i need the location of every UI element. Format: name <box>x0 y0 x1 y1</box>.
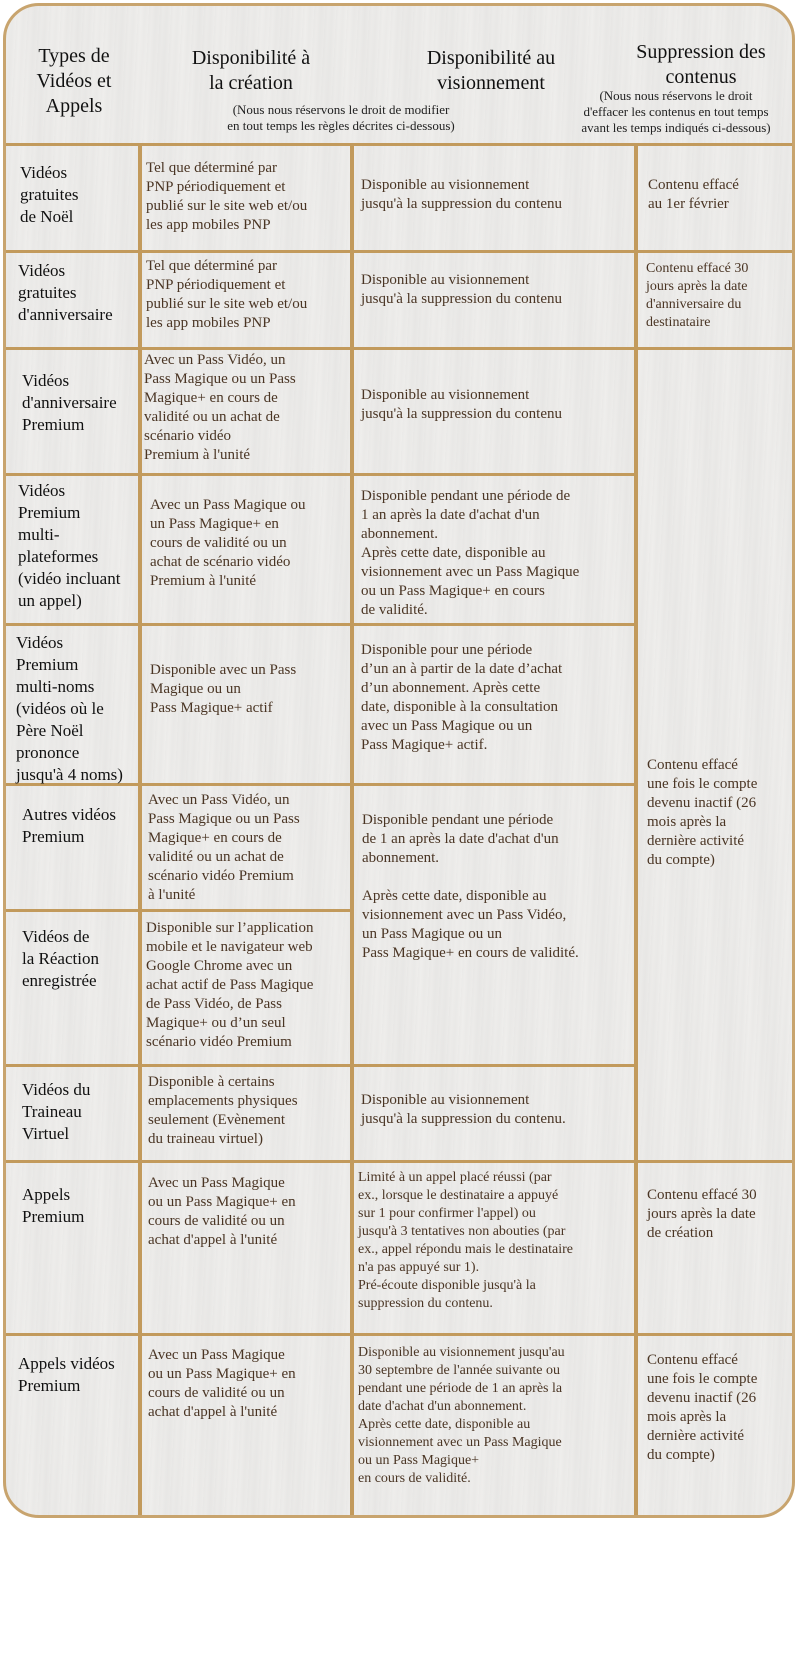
row-type: Appels vidéos Premium <box>18 1354 115 1395</box>
row-type: Appels Premium <box>22 1185 85 1226</box>
row-creation: Tel que déterminé par PNP périodiquement et publié sur le site web et/ou les app mobiles PNP <box>146 258 308 331</box>
header-deletion-note: (Nous nous réservons le droit d'effacer les contenus en tout temps avant les temps indiqués ci-dessous) <box>581 88 771 135</box>
row-divider <box>6 473 637 476</box>
row-type: Vidéos de la Réaction enregistrée <box>22 927 99 990</box>
row-viewing: Disponible au visionnement jusqu'à la suppression du contenu. <box>361 1092 566 1127</box>
policy-table <box>3 3 795 1518</box>
row-creation: Disponible à certains emplacements physiques seulement (Evènement du traineau virtuel) <box>148 1074 298 1147</box>
row-type: Vidéos gratuites d'anniversaire <box>18 261 113 324</box>
row-creation: Tel que déterminé par PNP périodiquement et publié sur le site web et/ou les app mobiles PNP <box>146 160 308 233</box>
row-creation: Avec un Pass Magique ou un Pass Magique+ en cours de validité ou un achat de scénario vidéo Premium à l'unité <box>150 497 306 589</box>
row-viewing: Disponible pour une période d’un an à partir de la date d’achat d’un abonnement. Après cette date, disponible à la consultation avec un Pass Magique ou un Pass Magique+ actif. <box>361 642 563 753</box>
col-divider <box>350 143 354 1518</box>
row-divider <box>6 1333 795 1336</box>
row-divider <box>6 347 795 350</box>
row-type: Vidéos d'anniversaire Premium <box>22 371 117 434</box>
viewing-autres-reaction: Disponible pendant une période de 1 an après la date d'achat d'un abonnement. Après cette date, disponible au visionnement avec un Pass Vidéo, un Pass Magique ou un Pass Magique+ en cours de validité. <box>362 812 579 961</box>
row-viewing: Disponible au visionnement jusqu'à la suppression du contenu <box>361 272 563 307</box>
row-viewing: Disponible au visionnement jusqu'à la suppression du contenu <box>361 177 563 212</box>
row-deletion: Contenu effacé une fois le compte devenu inactif (26 mois après la dernière activité du compte) <box>647 1352 758 1463</box>
row-deletion: Contenu effacé 30 jours après la date de création <box>647 1187 757 1241</box>
row-viewing: Disponible au visionnement jusqu'à la suppression du contenu <box>361 387 563 422</box>
row-type: Vidéos Premium multi-noms (vidéos où le Père Noël prononce jusqu'à 4 noms) <box>16 633 123 784</box>
header-viewing: Disponibilité au visionnement <box>426 47 556 94</box>
row-type: Vidéos gratuites de Noël <box>20 163 79 226</box>
row-viewing: Disponible au visionnement jusqu'au 30 septembre de l'année suivante ou pendant une période de 1 an après la date d'achat d'un abonnement. Après cette date, disponible au visionnement avec un Pass Magique ou un Pass Magique+ en cours de validité. <box>358 1345 565 1486</box>
row-deletion: Contenu effacé au 1er février <box>648 177 739 212</box>
header-deletion: Suppression des contenus <box>636 41 766 88</box>
row-viewing: Disponible pendant une période de 1 an après la date d'achat d'un abonnement. Après cette date, disponible au visionnement avec un Pass Magique ou un Pass Magique+ en cours de validité. <box>361 488 580 618</box>
row-divider <box>6 1064 637 1067</box>
row-creation: Avec un Pass Magique ou un Pass Magique+ en cours de validité ou un achat d'appel à l'unité <box>148 1347 296 1420</box>
row-viewing: Limité à un appel placé réussi (par ex., lorsque le destinataire a appuyé sur 1 pour confirmer l'appel) ou jusqu'à 3 tentatives non abouties (par ex., appel répondu mais le destinataire n'a pas appuyé sur 1). Pré-écoute disponible jusqu'à la suppression du contenu. <box>358 1170 573 1311</box>
header-types: Types de Vidéos et Appels <box>36 45 112 117</box>
row-creation: Disponible sur l’application mobile et le navigateur web Google Chrome avec un achat actif de Pass Magique de Pass Vidéo, de Pass Magique+ ou d’un seul scénario vidéo Premium <box>146 920 314 1050</box>
row-type: Autres vidéos Premium <box>22 805 116 846</box>
header-creation: Disponibilité à la création <box>191 47 311 94</box>
row-divider <box>6 909 353 912</box>
row-divider <box>6 250 795 253</box>
row-creation: Avec un Pass Vidéo, un Pass Magique ou un Pass Magique+ en cours de validité ou un achat de scénario vidéo Premium à l'unité <box>148 792 300 903</box>
row-deletion: Contenu effacé 30 jours après la date d'anniversaire du destinataire <box>646 261 749 330</box>
row-creation: Avec un Pass Magique ou un Pass Magique+ en cours de validité ou un achat d'appel à l'unité <box>148 1175 296 1248</box>
row-type: Vidéos Premium multi- plateformes (vidéo incluant un appel) <box>18 481 121 610</box>
row-type: Vidéos du Traineau Virtuel <box>22 1080 91 1143</box>
row-creation: Disponible avec un Pass Magique ou un Pass Magique+ actif <box>150 662 297 716</box>
row-divider <box>6 623 637 626</box>
header-creation-note: (Nous nous réservons le droit de modifier en tout temps les règles décrites ci-dessous) <box>227 102 455 133</box>
header-divider <box>6 143 795 146</box>
deletion-account-inactive: Contenu effacé une fois le compte devenu inactif (26 mois après la dernière activité du compte) <box>647 757 758 868</box>
row-creation: Avec un Pass Vidéo, un Pass Magique ou un Pass Magique+ en cours de validité ou un achat de scénario vidéo Premium à l'unité <box>144 352 296 463</box>
row-divider <box>6 1160 795 1163</box>
